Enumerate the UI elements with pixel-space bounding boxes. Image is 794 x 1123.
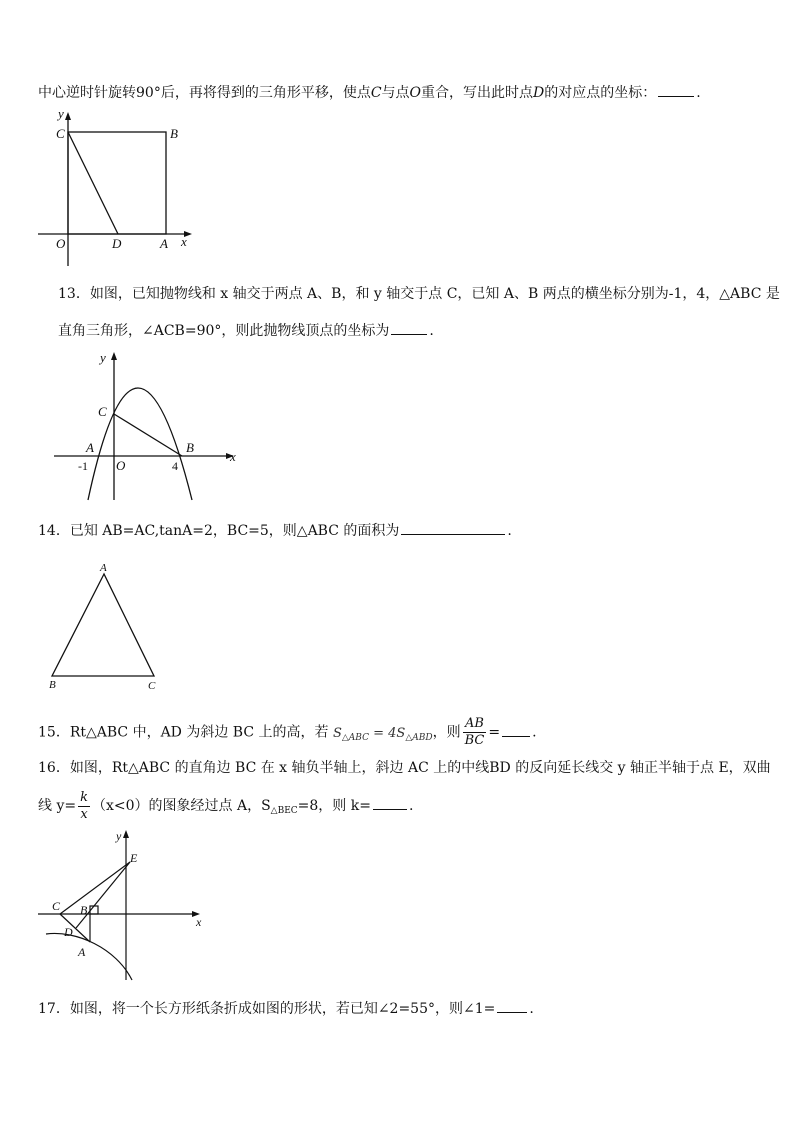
- q12-text: 中心逆时针旋转90°后，再将得到的三角形平移，使点C与点O重合，写出此时点D的对应点的坐标： .: [38, 82, 701, 103]
- label-B: B: [49, 679, 56, 691]
- label-A: A: [86, 440, 94, 455]
- label-O: O: [56, 236, 66, 251]
- fraction-k-x: $\frac{k}{x}$: [80, 789, 88, 822]
- y-axis-arrow: [123, 830, 129, 838]
- q13-line1: 13．如图，已知抛物线和 x 轴交于两点 A、B，和 y 轴交于点 C，已知 A、B 两点的横坐标分别为-1，4，△ABC 是: [58, 286, 780, 302]
- answer-blank[interactable]: [658, 82, 694, 97]
- label-A: A: [78, 945, 86, 959]
- label-y: y: [100, 350, 106, 365]
- answer-blank[interactable]: [401, 520, 505, 535]
- label-x: x: [196, 915, 202, 929]
- triangle-ABC: [52, 574, 154, 676]
- segment-CD: [68, 132, 118, 234]
- label-O: O: [116, 458, 126, 473]
- figure-q12: [36, 104, 196, 270]
- q15-text: 15．Rt△ABC 中，AD 为斜边 BC 上的高，若 $S_{\triangle ABC} = 4S_{\triangle ABD}$，则 $\frac{AB}{BC}$ = .: [38, 716, 537, 748]
- answer-blank[interactable]: [502, 722, 530, 737]
- answer-blank[interactable]: [497, 998, 527, 1013]
- label-C: C: [52, 899, 61, 913]
- q13-line2: 直角三角形，∠ACB=90°，则此抛物线顶点的坐标为 .: [58, 320, 434, 341]
- figure-q14: [44, 560, 164, 692]
- figure-q13: [52, 348, 242, 503]
- y-axis-arrow: [65, 112, 71, 120]
- answer-blank[interactable]: [373, 795, 407, 810]
- label-x: x: [230, 449, 236, 464]
- answer-blank[interactable]: [391, 320, 427, 335]
- q16-line1: 16．如图，Rt△ABC 的直角边 BC 在 x 轴负半轴上，斜边 AC 上的中线BD 的反向延长线交 y 轴正半轴于点 E，双曲: [38, 760, 771, 776]
- q16-line2: 线 y= $\frac{k}{x}$ （x<0）的图象经过点 A，$S_{\triangle BEC}=8$，则 k= .: [38, 789, 414, 822]
- q14-text: 14．已知 AB=AC,tanA=2，BC=5，则△ABC 的面积为 .: [38, 520, 512, 541]
- label-A: A: [160, 236, 168, 251]
- label-D: D: [112, 236, 122, 251]
- label-E: E: [130, 851, 138, 865]
- label-D: D: [64, 925, 73, 939]
- square-OABC: [68, 132, 166, 234]
- label-C: C: [98, 404, 107, 419]
- label-y: y: [116, 830, 122, 843]
- y-axis-arrow: [111, 352, 117, 360]
- label-y: y: [58, 106, 64, 121]
- label-B: B: [186, 440, 194, 455]
- label-minus-1: -1: [78, 459, 88, 473]
- segment-CB: [114, 414, 182, 456]
- label-C: C: [148, 680, 156, 692]
- area-abc: $S_{\triangle ABC} = 4S_{\triangle ABD}$: [332, 725, 433, 743]
- label-4: 4: [172, 459, 178, 473]
- label-A: A: [100, 562, 107, 574]
- label-x: x: [181, 234, 187, 249]
- label-B: B: [170, 126, 178, 141]
- fraction-ab-bc: $\frac{AB}{BC}$: [464, 716, 485, 748]
- figure-q16: [36, 830, 208, 990]
- q17-text: 17．如图，将一个长方形纸条折成如图的形状，若已知∠2=55°，则∠1= .: [38, 998, 534, 1019]
- segment-DE: [76, 862, 130, 928]
- label-C: C: [56, 126, 65, 141]
- label-B: B: [80, 903, 88, 917]
